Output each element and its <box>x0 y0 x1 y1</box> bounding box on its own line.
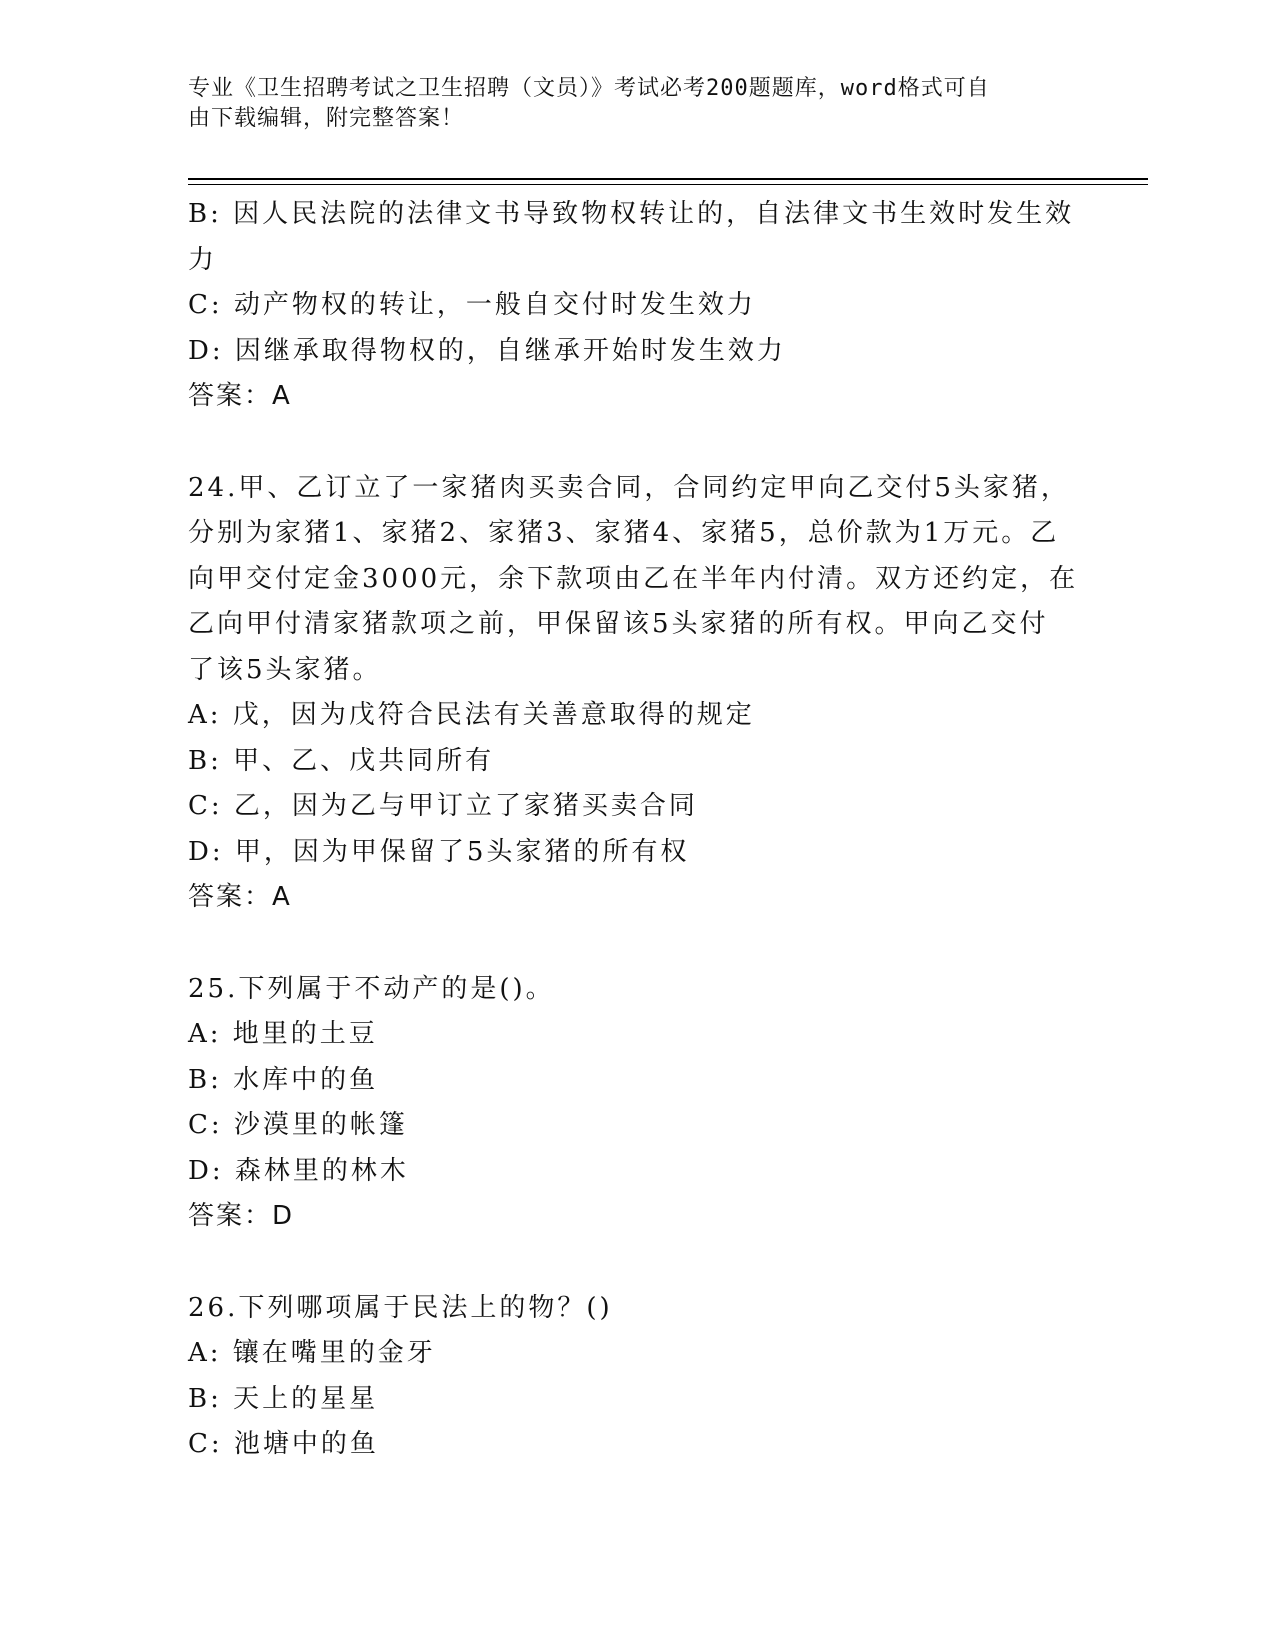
option-d: D: 因继承取得物权的，自继承开始时发生效力 <box>188 335 786 366</box>
option-b-line-1: B: 因人民法院的法律文书导致物权转让的，自法律文书生效时发生效 <box>188 199 1075 229</box>
option-a: A: 镶在嘴里的金牙 <box>188 1338 436 1368</box>
answer: 答案：A <box>188 882 292 912</box>
option-d: D: 甲，因为甲保留了5头家猪的所有权 <box>188 836 690 867</box>
question-stem-line-5: 了该5头家猪。 <box>188 654 382 685</box>
option-b: B: 水库中的鱼 <box>188 1064 379 1095</box>
option-c: C: 乙，因为乙与甲订立了家猪买卖合同 <box>188 791 698 821</box>
answer: 答案：D <box>188 1201 295 1231</box>
spacer <box>188 420 1078 466</box>
question-24 <box>188 466 1078 921</box>
header-rule-thick <box>188 178 1148 180</box>
answer: 答案：A <box>188 381 292 411</box>
header-line-1: 专业《卫生招聘考试之卫生招聘（文员）》考试必考200题题库，word格式可自 <box>188 76 990 101</box>
header-line-2: 由下载编辑，附完整答案！ <box>188 106 465 131</box>
option-a: A: 戊，因为戊符合民法有关善意取得的规定 <box>188 700 755 730</box>
option-c: C: 动产物权的转让，一般自交付时发生效力 <box>188 290 756 320</box>
document-header <box>188 74 1078 134</box>
spacer <box>188 921 1078 967</box>
question-stem-line-3: 向甲交付定金3000元，余下款项由乙在半年内付清。双方还约定，在 <box>188 563 1079 594</box>
option-d: D: 森林里的林木 <box>188 1155 409 1186</box>
header-rule-thin <box>188 184 1148 185</box>
question-25 <box>188 967 1078 1240</box>
question-stem-line-4: 乙向甲付清家猪款项之前，甲保留该5头家猪的所有权。甲向乙交付 <box>188 609 1049 639</box>
question-stem-line-1: 24.甲、乙订立了一家猪肉买卖合同，合同约定甲向乙交付5头家猪， <box>188 472 1070 503</box>
document-body <box>188 192 1078 1468</box>
question-stem: 25.下列属于不动产的是()。 <box>188 973 555 1004</box>
option-c: C: 沙漠里的帐篷 <box>188 1110 408 1140</box>
option-b: B: 甲、乙、戊共同所有 <box>188 745 495 776</box>
option-a: A: 地里的土豆 <box>188 1019 378 1049</box>
question-stem: 26.下列哪项属于民法上的物？() <box>188 1292 613 1323</box>
option-c: C: 池塘中的鱼 <box>188 1429 379 1459</box>
question-23-continued <box>188 192 1078 420</box>
option-b: B: 天上的星星 <box>188 1383 379 1414</box>
question-stem-line-2: 分别为家猪1、家猪2、家猪3、家猪4、家猪5，总价款为1万元。乙 <box>188 518 1060 548</box>
spacer <box>188 1240 1078 1286</box>
question-26 <box>188 1286 1078 1468</box>
option-b-line-2: 力 <box>188 244 218 275</box>
